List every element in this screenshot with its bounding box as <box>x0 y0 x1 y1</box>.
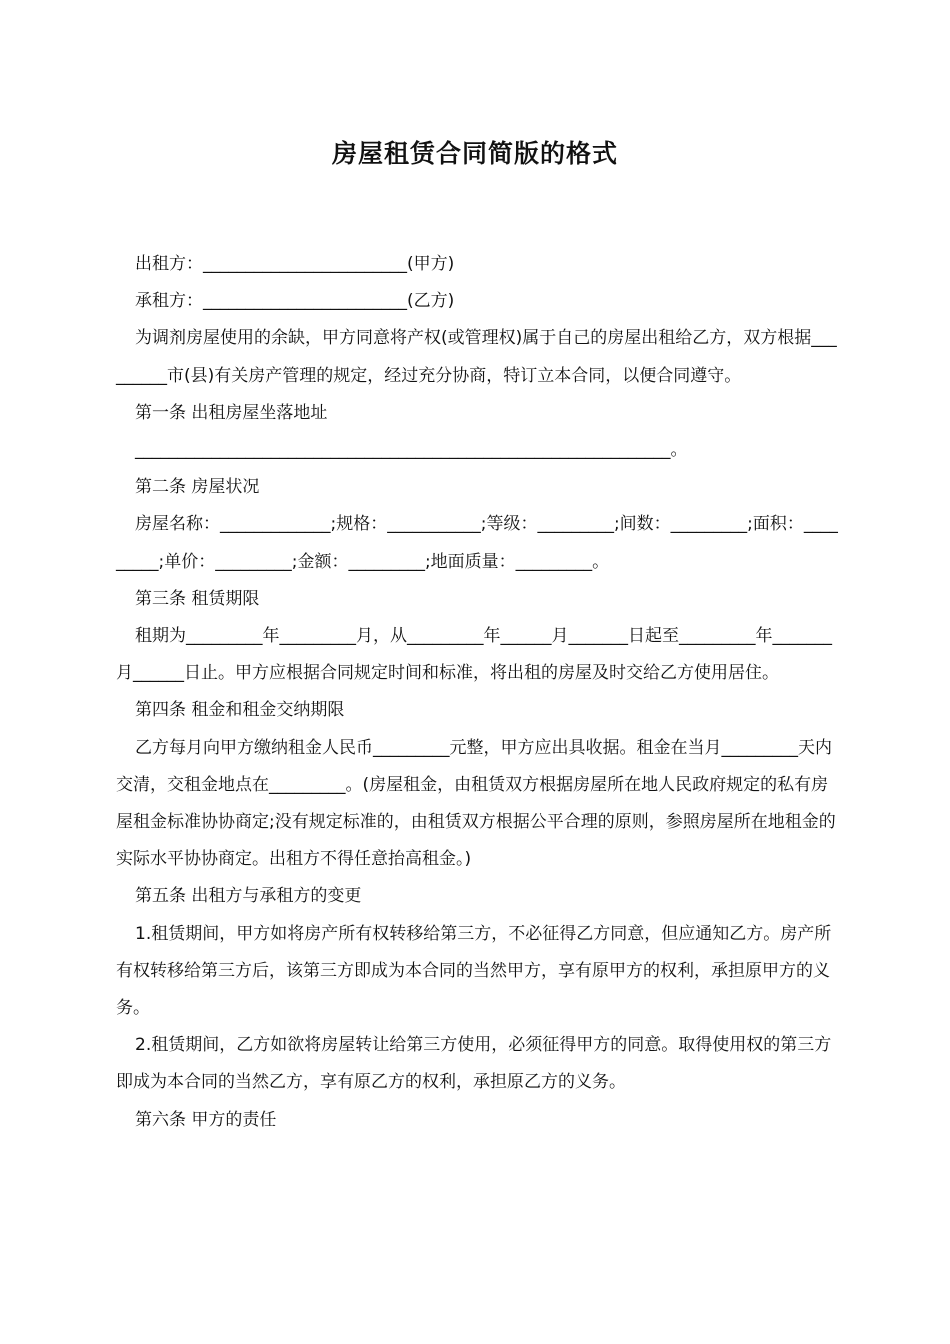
article-3-heading: 第三条 租赁期限 <box>135 588 260 609</box>
lease-term-paragraph: 租期为_________年_________月，从_________年______月_______日起至_________年_______月______日止。甲方应根据合同规定时间和标准，将出租的房屋及时交给乙方使用居住。 <box>116 626 832 684</box>
document-title: 房屋租赁合同简版的格式 <box>331 139 618 168</box>
article-5-heading: 第五条 出租方与承租方的变更 <box>135 886 362 907</box>
lessee-line: 承租方：________________________(乙方) <box>135 291 455 312</box>
article-2-heading: 第二条 房屋状况 <box>135 477 260 498</box>
article-4-heading: 第四条 租金和租金交纳期限 <box>135 700 345 721</box>
house-status-paragraph: 房屋名称：_____________;规格：___________;等级：_________;间数：_________;面积：_________;单价：_________;金额：_________;地面质量：_________。 <box>116 514 838 572</box>
clause-5-1-paragraph: 1.租赁期间，甲方如将房产所有权转移给第三方，不必征得乙方同意，但应通知乙方。房产所有权转移给第三方后，该第三方即成为本合同的当然甲方，享有原甲方的权利，承担原甲方的义务。 <box>116 923 832 1019</box>
address-blank-line: _______________________________________________________________。 <box>135 440 688 461</box>
clause-5-2-paragraph: 2.租赁期间，乙方如欲将房屋转让给第三方使用，必须征得甲方的同意。取得使用权的第三方即成为本合同的当然乙方，享有原乙方的权利，承担原乙方的义务。 <box>116 1035 832 1093</box>
preamble-paragraph: 为调剂房屋使用的余缺，甲方同意将产权(或管理权)属于自己的房屋出租给乙方，双方根据_________市(县)有关房产管理的规定，经过充分协商，特订立本合同，以便合同遵守。 <box>116 328 837 386</box>
rent-paragraph: 乙方每月向甲方缴纳租金人民币_________元整，甲方应出具收据。租金在当月_________天内交清，交租金地点在_________。(房屋租金，由租赁双方根据房屋所在地人民政府规定的私有房屋租金标准协协商定;没有规定标准的，由租赁双方根据公平合理的原则，参照房屋所在地租金的实际水平协协商定。出租方不得任意抬高租金。) <box>116 737 836 870</box>
document-body <box>116 246 840 1139</box>
article-1-heading: 第一条 出租房屋坐落地址 <box>135 402 328 423</box>
article-6-heading: 第六条 甲方的责任 <box>135 1109 277 1130</box>
lessor-line: 出租方：________________________(甲方) <box>135 254 455 274</box>
